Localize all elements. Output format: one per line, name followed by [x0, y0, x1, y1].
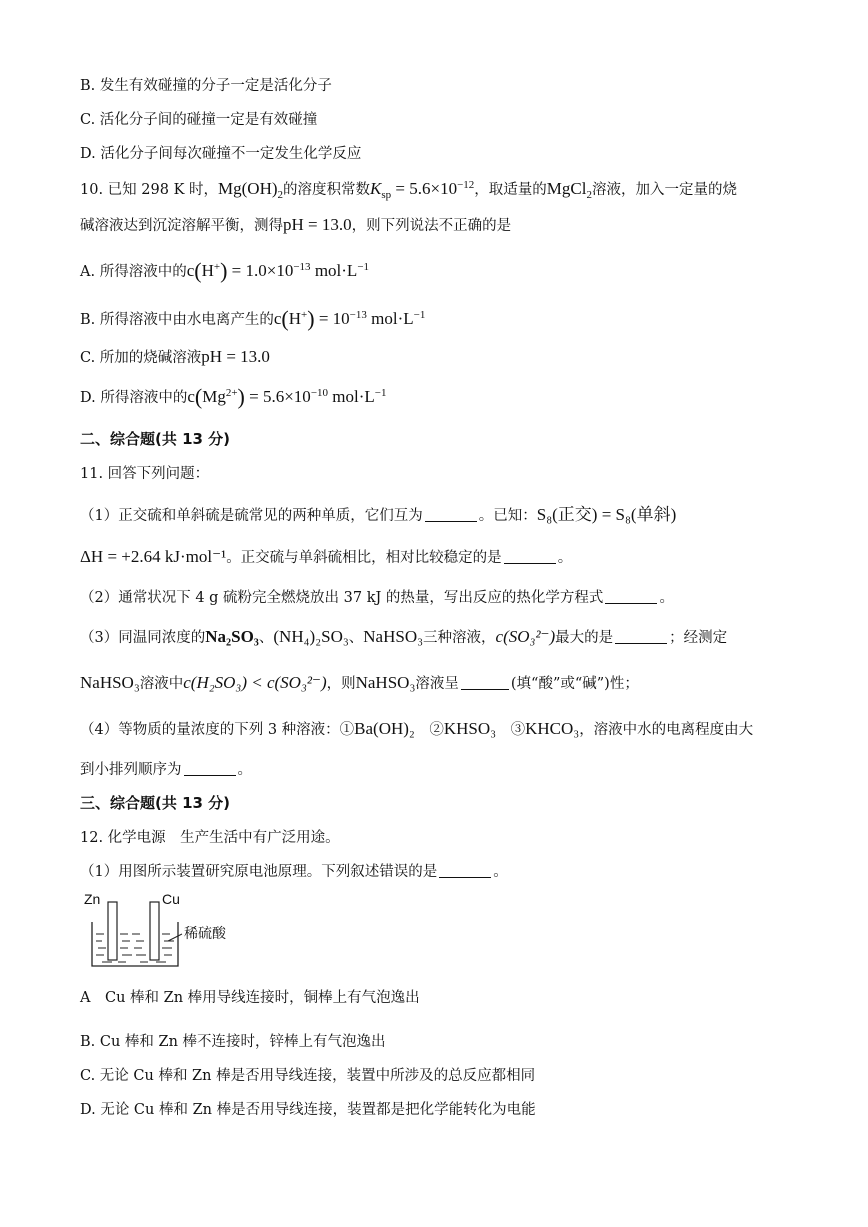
q11-part1-line1: （1）正交硫和单斜硫是硫常见的两种单质，它们互为 。已知：S₈(正交) = S₈(单斜) — [80, 505, 677, 524]
q11-part3-line2: NaHSO₃溶液中c(H₂SO₃) < c(SO₃²⁻)，则NaHSO₃溶液呈 (填“酸”或“碱”)性； — [80, 673, 639, 692]
q10-option-d: D. 所得溶液中的$c(Mg^{2+}) = 5.6\times 10^{-10}$ $mol\cdot L^{-1}$ — [80, 384, 387, 409]
cu-label: Cu — [162, 891, 180, 907]
enthalpy-change: ΔH = +2.64 kJ·mol⁻¹ — [80, 547, 227, 566]
q12-option-a: A Cu 棒和 Zn 棒用导线连接时，铜棒上有气泡逸出 — [80, 990, 420, 1006]
answer-blank[interactable] — [425, 507, 477, 522]
q10-option-a: A. 所得溶液中的$c(H^+) = 1.0\times 10^{-13}$ $mol\cdot L^{-1}$ — [80, 258, 370, 283]
q9-option-d: D. 活化分子间每次碰撞不一定发生化学反应 — [80, 146, 362, 162]
mgcl2-formula: MgCl$_2$ — [546, 179, 592, 201]
q12-part1: （1）用图所示装置研究原电池原理。下列叙述错误的是 。 — [80, 864, 508, 880]
sulfur-equation: S₈(正交) = S₈(单斜) — [536, 505, 677, 524]
zinc-rod — [108, 902, 117, 960]
q12-option-b: B. Cu 棒和 Zn 棒不连接时，锌棒上有气泡逸出 — [80, 1034, 386, 1050]
q11-part4-line1: （4）等物质的量浓度的下列 3 种溶液：①Ba(OH)₂ ②KHSO₃ ③KHCO₃，溶液中水的电离程度由大 — [80, 719, 754, 738]
q10-stem-line1: 10. 已知 298 K 时，$Mg(OH)_2$的溶度积常数$K_{sp} = 5.6\times 10^{-12}$，取适量的MgCl$_2$溶液，加入一定量的烧 — [80, 179, 737, 201]
ph-value: pH = 13.0 — [283, 215, 352, 234]
ksp-expression: $K_{sp} = 5.6\times 10^{-12}$ — [370, 179, 475, 201]
q9-option-b: B. 发生有效碰撞的分子一定是活化分子 — [80, 78, 332, 94]
cmg-expression: $c(Mg^{2+}) = 5.6\times 10^{-10}$ $mol\cdot L^{-1}$ — [187, 384, 387, 409]
q9-option-c: C. 活化分子间的碰撞一定是有效碰撞 — [80, 112, 318, 128]
dilute-sulfuric-acid-label: 稀硫酸 — [184, 926, 226, 942]
answer-blank[interactable] — [439, 863, 491, 878]
q10-stem-line2: 碱溶液达到沉淀溶解平衡，测得pH = 13.0，则下列说法不正确的是 — [80, 215, 512, 234]
answer-blank[interactable] — [461, 675, 509, 690]
ch-water-expression: $c(H^+) = 10^{-13}$ $mol\cdot L^{-1}$ — [273, 306, 426, 331]
q12-option-d: D. 无论 Cu 棒和 Zn 棒是否用导线连接，装置都是把化学能转化为电能 — [80, 1102, 536, 1118]
q11-part3-line1: （3）同温同浓度的Na₂SO₃、(NH₄)₂SO₃、NaHSO₃三种溶液，c(SO₃²⁻)最大的是 ；经测定 — [80, 627, 728, 646]
answer-blank[interactable] — [184, 761, 236, 776]
q12-option-c: C. 无论 Cu 棒和 Zn 棒是否用导线连接，装置中所涉及的总反应都相同 — [80, 1068, 536, 1084]
ch-expression: $c(H^+) = 1.0\times 10^{-13}$ $mol\cdot L^{-1}$ — [186, 258, 370, 283]
q11-part4-line2: 到小排列顺序为 。 — [80, 762, 252, 778]
q11-part1-line2: ΔH = +2.64 kJ·mol⁻¹。正交硫与单斜硫相比，相对比较稳定的是 。 — [80, 547, 573, 566]
section-3-title: 三、综合题(共 13 分) — [80, 794, 231, 812]
answer-blank[interactable] — [605, 589, 657, 604]
label-pointer — [168, 934, 182, 941]
q11-part2: （2）通常状况下 4 g 硫粉完全燃烧放出 37 kJ 的热量，写出反应的热化学方程式 。 — [80, 590, 674, 606]
copper-rod — [150, 902, 159, 960]
section-2-title: 二、综合题(共 13 分) — [80, 430, 231, 448]
q11-intro: 11. 回答下列问题： — [80, 466, 210, 482]
mgoh2-formula: $Mg(OH)_2$ — [218, 179, 284, 201]
q10-option-c: C. 所加的烧碱溶液pH = 13.0 — [80, 347, 270, 366]
q12-intro: 12. 化学电源 生产生活中有广泛用途。 — [80, 830, 340, 846]
q10-option-b: B. 所得溶液中由水电离产生的$c(H^+) = 10^{-13}$ $mol\cdot L^{-1}$ — [80, 306, 426, 331]
galvanic-cell-diagram — [82, 888, 272, 970]
zn-label: Zn — [84, 891, 101, 907]
beaker — [92, 922, 178, 966]
answer-blank[interactable] — [615, 629, 667, 644]
answer-blank[interactable] — [504, 549, 556, 564]
